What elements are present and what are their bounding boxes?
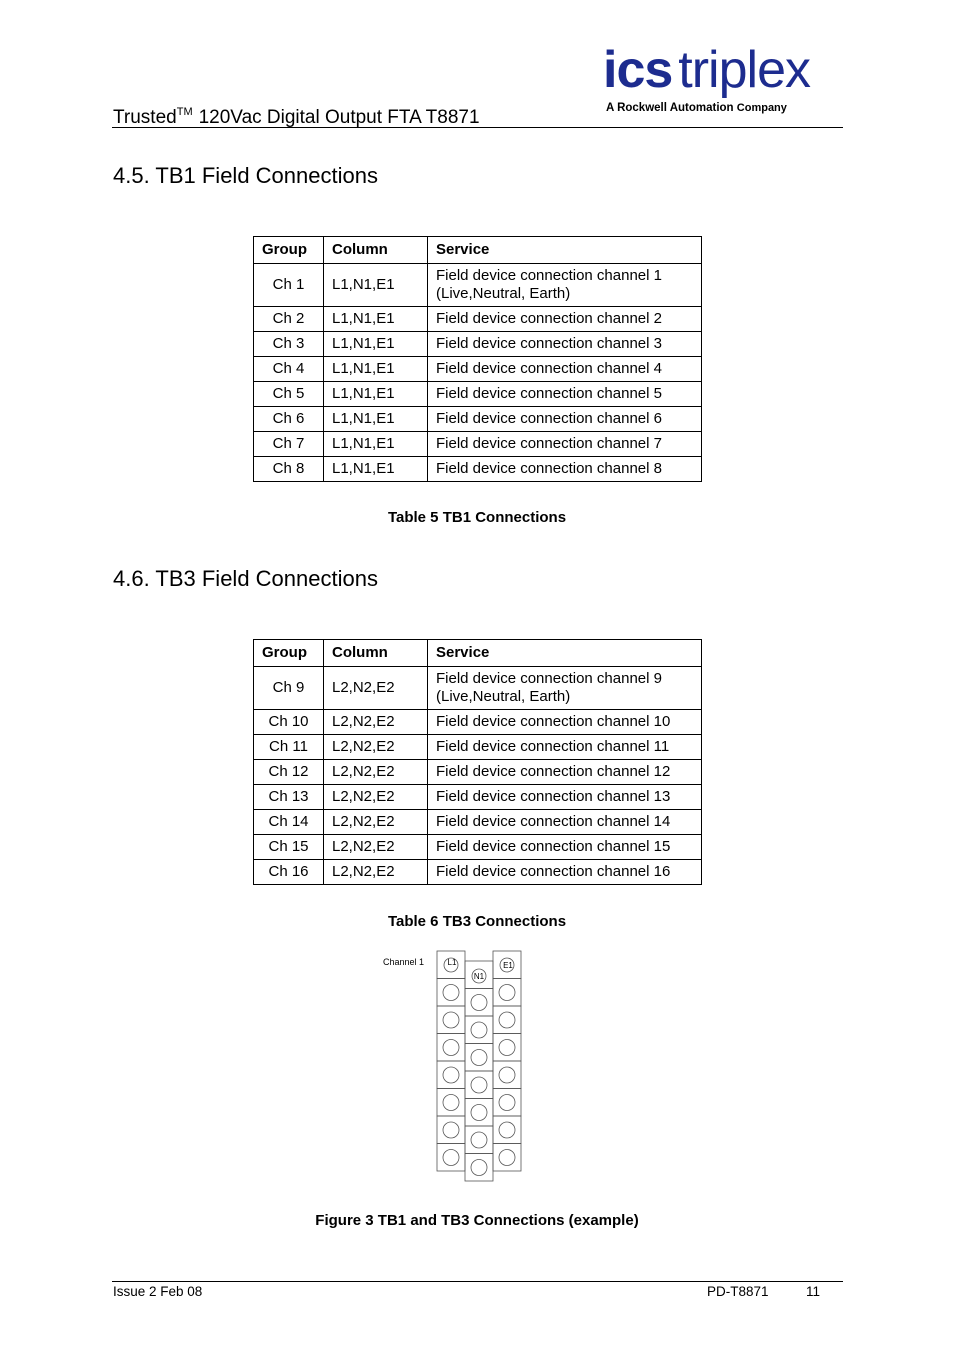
service-cell: Field device connection channel 4 [428, 357, 702, 382]
group-cell: Ch 5 [254, 382, 324, 407]
table-row [254, 785, 702, 810]
service-cell: Field device connection channel 5 [428, 382, 702, 407]
service-cell [428, 667, 702, 710]
section-heading-tb1: 4.5. TB1 Field Connections [113, 163, 378, 188]
terminal-label-l1: L1 [447, 958, 457, 967]
terminal-cell-earth [493, 1089, 521, 1117]
service-cell: Field device connection channel 12 [428, 760, 702, 785]
table-row [254, 264, 702, 307]
terminal-block-figure [380, 948, 530, 1188]
terminal-screw-live [443, 1122, 459, 1138]
terminal-screw-earth [499, 1095, 515, 1111]
footer-doc-id: PD-T8871 [707, 1284, 769, 1299]
footer-page-number: 11 [806, 1284, 821, 1299]
service-cell [428, 264, 702, 307]
terminal-cell-live [437, 1061, 465, 1089]
group-cell: Ch 13 [254, 785, 324, 810]
group-cell: Ch 14 [254, 810, 324, 835]
figure-3-caption: Figure 3 TB1 and TB3 Connections (example) [315, 1212, 639, 1229]
terminal-screw-earth [499, 1012, 515, 1028]
table-row [254, 332, 702, 357]
group-cell: Ch 10 [254, 710, 324, 735]
terminal-screw-neutral [471, 1132, 487, 1148]
header-divider [112, 127, 843, 128]
table-row [254, 735, 702, 760]
table-header-row [254, 237, 702, 264]
column-cell: L2,N2,E2 [324, 710, 428, 735]
terminal-cell-earth [493, 1006, 521, 1034]
table-row [254, 432, 702, 457]
table-row [254, 810, 702, 835]
column-cell: L1,N1,E1 [324, 457, 428, 482]
terminal-screw-live [443, 1040, 459, 1056]
table-6-caption: Table 6 TB3 Connections [387, 913, 567, 930]
terminal-screw-neutral [471, 1160, 487, 1176]
group-cell: Ch 9 [254, 667, 324, 710]
table-row [254, 457, 702, 482]
column-header-column: Column [324, 237, 428, 264]
service-cell: Field device connection channel 8 [428, 457, 702, 482]
group-cell: Ch 1 [254, 264, 324, 307]
terminal-block-diagram [380, 948, 530, 1188]
terminal-cell-live [437, 979, 465, 1007]
logo-tagline: A Rockwell Automation Company [606, 102, 787, 114]
group-cell: Ch 8 [254, 457, 324, 482]
column-cell: L2,N2,E2 [324, 760, 428, 785]
company-logo [603, 40, 843, 122]
terminal-cell-neutral [465, 1016, 493, 1044]
service-cell: Field device connection channel 10 [428, 710, 702, 735]
service-line: (Live,Neutral, Earth) [436, 688, 571, 705]
terminal-cell-earth [493, 1116, 521, 1144]
terminal-screw-live [443, 1150, 459, 1166]
service-cell: Field device connection channel 16 [428, 860, 702, 885]
terminal-cell-live [437, 1116, 465, 1144]
table-row [254, 710, 702, 735]
column-cell: L2,N2,E2 [324, 667, 428, 710]
footer-divider [112, 1281, 843, 1282]
table-row [254, 357, 702, 382]
terminal-cell-earth [493, 1144, 521, 1172]
table-5-caption: Table 5 TB1 Connections [387, 509, 567, 526]
column-cell: L2,N2,E2 [324, 810, 428, 835]
terminal-label-n1: N1 [473, 972, 485, 981]
group-cell: Ch 4 [254, 357, 324, 382]
terminal-cell-earth [493, 979, 521, 1007]
terminal-cell-neutral [465, 1099, 493, 1127]
terminal-screw-live [443, 1012, 459, 1028]
column-cell: L1,N1,E1 [324, 357, 428, 382]
service-line: (Live,Neutral, Earth) [436, 285, 571, 302]
column-cell: L1,N1,E1 [324, 332, 428, 357]
column-cell: L1,N1,E1 [324, 432, 428, 457]
group-cell: Ch 12 [254, 760, 324, 785]
terminal-cell-neutral [465, 1071, 493, 1099]
column-header-service: Service [428, 640, 702, 667]
table-header-row [254, 640, 702, 667]
service-cell: Field device connection channel 2 [428, 307, 702, 332]
terminal-cell-neutral [465, 989, 493, 1017]
trademark-superscript: TM [176, 106, 193, 118]
column-cell: L2,N2,E2 [324, 860, 428, 885]
footer-issue: Issue 2 Feb 08 [113, 1284, 203, 1299]
terminal-cell-live [437, 1144, 465, 1172]
table-row [254, 835, 702, 860]
terminal-screw-neutral [471, 1050, 487, 1066]
group-cell: Ch 2 [254, 307, 324, 332]
column-cell: L1,N1,E1 [324, 307, 428, 332]
terminal-screw-live [443, 985, 459, 1001]
service-line: Field device connection channel 9 [436, 670, 662, 687]
section-heading-tb3: 4.6. TB3 Field Connections [113, 566, 378, 591]
table-row [254, 860, 702, 885]
terminal-screw-earth [499, 1067, 515, 1083]
group-cell: Ch 6 [254, 407, 324, 432]
terminal-label-e1: E1 [503, 961, 513, 970]
column-header-column: Column [324, 640, 428, 667]
logo-ics-text: ics [603, 41, 673, 99]
channel-1-label: Channel 1 [383, 957, 425, 967]
service-cell: Field device connection channel 15 [428, 835, 702, 860]
column-cell: L2,N2,E2 [324, 835, 428, 860]
group-cell: Ch 16 [254, 860, 324, 885]
terminal-screw-neutral [471, 995, 487, 1011]
terminal-screw-earth [499, 1150, 515, 1166]
table-row [254, 407, 702, 432]
table-row [254, 760, 702, 785]
table-row [254, 307, 702, 332]
column-cell: L1,N1,E1 [324, 382, 428, 407]
service-cell: Field device connection channel 7 [428, 432, 702, 457]
terminal-screw-earth [499, 1040, 515, 1056]
group-cell: Ch 7 [254, 432, 324, 457]
terminal-screw-live [443, 1095, 459, 1111]
service-cell: Field device connection channel 3 [428, 332, 702, 357]
column-cell: L1,N1,E1 [324, 407, 428, 432]
terminal-screw-neutral [471, 1022, 487, 1038]
service-line: Field device connection channel 1 [436, 267, 662, 284]
terminal-cell-neutral [465, 1154, 493, 1182]
column-cell: L2,N2,E2 [324, 785, 428, 810]
terminal-cell-earth [493, 1061, 521, 1089]
terminal-screw-neutral [471, 1105, 487, 1121]
document-title: Trusted™ 120Vac Digital Output FTA T8871 [113, 106, 480, 128]
terminal-cell-live [437, 1034, 465, 1062]
group-cell: Ch 3 [254, 332, 324, 357]
tb3-connections-table [253, 639, 702, 885]
terminal-cell-live [437, 1006, 465, 1034]
service-cell: Field device connection channel 11 [428, 735, 702, 760]
terminal-screw-live [443, 1067, 459, 1083]
column-header-group: Group [254, 237, 324, 264]
terminal-cell-neutral [465, 1044, 493, 1072]
terminal-screw-earth [499, 1122, 515, 1138]
column-cell: L1,N1,E1 [324, 264, 428, 307]
terminal-screw-neutral [471, 1077, 487, 1093]
terminal-cell-neutral [465, 1126, 493, 1154]
service-cell: Field device connection channel 6 [428, 407, 702, 432]
terminal-cell-live [437, 1089, 465, 1117]
column-cell: L2,N2,E2 [324, 735, 428, 760]
column-header-group: Group [254, 640, 324, 667]
table-row [254, 667, 702, 710]
terminal-cell-earth [493, 1034, 521, 1062]
tb1-connections-table [253, 236, 702, 482]
column-header-service: Service [428, 237, 702, 264]
group-cell: Ch 15 [254, 835, 324, 860]
terminal-screw-earth [499, 985, 515, 1001]
logo-triplex-text: triplex [678, 41, 811, 99]
group-cell: Ch 11 [254, 735, 324, 760]
table-row [254, 382, 702, 407]
service-cell: Field device connection channel 13 [428, 785, 702, 810]
service-cell: Field device connection channel 14 [428, 810, 702, 835]
